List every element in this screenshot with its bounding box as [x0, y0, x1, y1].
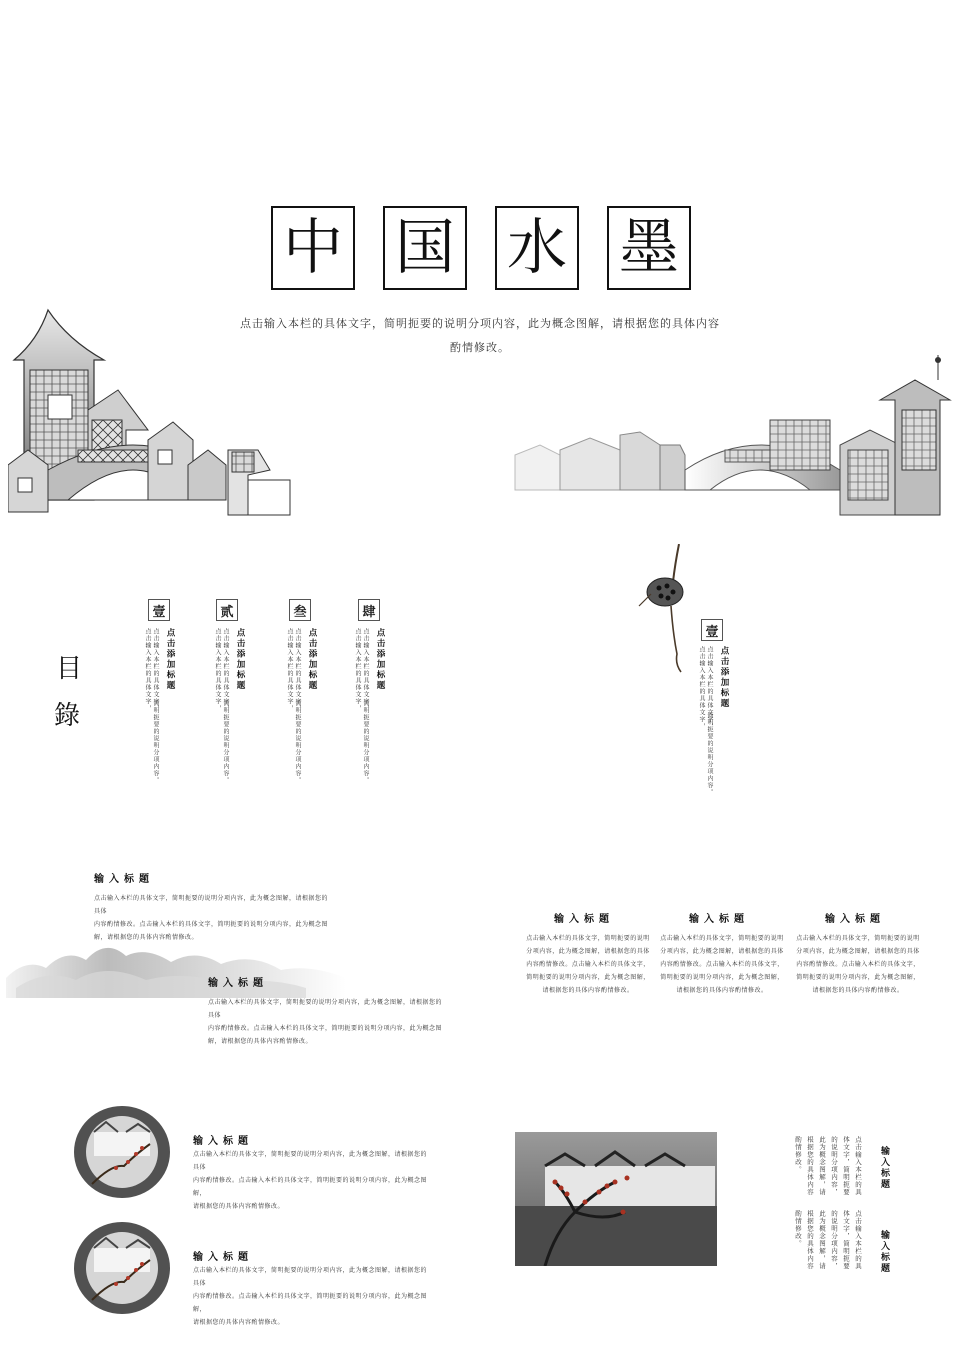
- title-char: 国: [395, 213, 455, 283]
- toc-number: 贰: [216, 599, 238, 621]
- text-line: 点击输入本栏的具体文字，简明扼要的说明分项内容，此为概念图解，请根据您的具体: [94, 895, 329, 915]
- left-architecture-illustration: [8, 300, 298, 520]
- block-text: [208, 996, 448, 1048]
- toc-item-text: 点击输入本栏的具体文字，: [286, 628, 293, 712]
- section-slide: [490, 540, 960, 800]
- text-line: 请根据您的具体内容酌情修改。: [542, 987, 634, 994]
- column-title: 输入标题: [825, 914, 885, 925]
- toc-item-text: 点击输入本栏的具体文字，: [294, 628, 301, 712]
- toc-item-title: 点击添加标题: [307, 628, 317, 691]
- text-line: 内容酌情修改。点击输入本栏的具体文字，简明扼要的说明分项内容，此为概念图: [94, 921, 329, 928]
- title-char-box: [607, 206, 691, 290]
- section-text: 点击输入本栏的具体文字，: [698, 646, 705, 730]
- item-title: 输入标题: [193, 1136, 253, 1147]
- column-title: 输入标题: [689, 914, 749, 925]
- title-char-box: [495, 206, 579, 290]
- title-char-box: [271, 206, 355, 290]
- toc-item-text: 简明扼要的说明分项内容。: [152, 700, 159, 784]
- three-column-slide: [490, 850, 960, 1050]
- vertical-title: 输入标题: [879, 1146, 889, 1190]
- block-title: 输入标题: [208, 978, 268, 989]
- text-line: 请根据您的具体内容酌情修改。: [676, 987, 768, 994]
- column-text: [526, 932, 650, 997]
- toc-item-text: 简明扼要的说明分项内容。: [362, 700, 369, 784]
- text-line: 内容酌情修改。点击输入本栏的具体文字，简明扼要的说明分项内容，此为概念图解，: [193, 1177, 428, 1197]
- text-line: 内容酌情修改。点击输入本栏的具体文字，: [526, 961, 650, 968]
- toc-number: 壹: [148, 599, 170, 621]
- item-title: 输入标题: [193, 1252, 253, 1263]
- text-line: 点击输入本栏的具体文字，简明扼要的说明: [660, 935, 784, 942]
- title-char: 中: [283, 213, 343, 283]
- column-title: 输入标题: [554, 914, 614, 925]
- text-line: 内容酌情修改。点击输入本栏的具体文字，: [660, 961, 784, 968]
- mountain-slide: [0, 850, 480, 1050]
- text-line: 点击输入本栏的具体文字，简明扼要的说明: [526, 935, 650, 942]
- vertical-text: 点击输入本栏的具体文字，简明扼要的说明分项内容，此为概念图解，请根据您的具体内容酌情修改。: [794, 1136, 862, 1196]
- text-line: 请根据您的具体内容酌情修改。: [812, 987, 904, 994]
- section-text: 点击输入本栏的具体文字，: [706, 646, 713, 730]
- toc-item-text: 简明扼要的说明分项内容。: [222, 700, 229, 784]
- ink-circle-painting: [72, 1220, 172, 1316]
- toc-item-text: 点击输入本栏的具体文字，: [354, 628, 361, 712]
- title-char: 墨: [619, 213, 679, 283]
- toc-item-text: 点击输入本栏的具体文字，: [152, 628, 159, 712]
- toc-item-title: 点击添加标题: [375, 628, 385, 691]
- text-line: 解，请根据您的具体内容酌情修改。: [208, 1038, 313, 1045]
- text-line: 分项内容，此为概念图解，请根据您的具体: [796, 948, 920, 955]
- toc-number: 叁: [289, 599, 311, 621]
- right-architecture-illustration: [510, 350, 955, 520]
- toc-item-text: 简明扼要的说明分项内容。: [294, 700, 301, 784]
- section-number: 壹: [701, 619, 723, 641]
- text-line: 请根据您的具体内容酌情修改。: [193, 1203, 285, 1210]
- column-text: [660, 932, 784, 997]
- block-title: 输入标题: [94, 874, 154, 885]
- toc-item-text: 点击输入本栏的具体文字，: [362, 628, 369, 712]
- text-line: 点击输入本栏的具体文字，简明扼要的说明分项内容，此为概念图解，请根据您的具体: [193, 1267, 428, 1287]
- item-text: [193, 1264, 433, 1329]
- text-line: 内容酌情修改。点击输入本栏的具体文字，简明扼要的说明分项内容，此为概念图解，: [193, 1293, 428, 1313]
- toc-slide: [0, 540, 480, 800]
- title-char-box: [383, 206, 467, 290]
- vertical-title: 输入标题: [879, 1230, 889, 1274]
- text-line: 内容酌情修改。点击输入本栏的具体文字，: [796, 961, 920, 968]
- toc-item-title: 点击添加标题: [165, 628, 175, 691]
- lotus-seedpod-illustration: [635, 544, 695, 674]
- subtitle-line: 点击输入本栏的具体文字，简明扼要的说明分项内容，此为概念图解，请根据您的具体内容: [240, 317, 720, 330]
- text-line: 请根据您的具体内容酌情修改。: [193, 1319, 285, 1326]
- text-line: 简明扼要的说明分项内容，此为概念图解，: [796, 974, 920, 981]
- section-text: 简明扼要的说明分项内容。: [706, 712, 713, 796]
- vertical-text: 点击输入本栏的具体文字，简明扼要的说明分项内容，此为概念图解，请根据您的具体内容酌情修改。: [794, 1210, 862, 1270]
- text-line: 内容酌情修改。点击输入本栏的具体文字，简明扼要的说明分项内容，此为概念图: [208, 1025, 443, 1032]
- subtitle-line: 酌情修改。: [450, 341, 510, 354]
- text-line: 分项内容，此为概念图解，请根据您的具体: [526, 948, 650, 955]
- item-text: [193, 1148, 433, 1213]
- text-line: 简明扼要的说明分项内容，此为概念图解，: [660, 974, 784, 981]
- section-title: 点击添加标题: [719, 646, 729, 709]
- toc-heading-char: 錄: [54, 701, 81, 731]
- column-text: [796, 932, 920, 997]
- text-line: 点击输入本栏的具体文字，简明扼要的说明分项内容，此为概念图解，请根据您的具体: [193, 1151, 428, 1171]
- circle-slide: [0, 1090, 480, 1326]
- toc-heading-char: 目: [56, 654, 83, 684]
- text-line: 分项内容，此为概念图解，请根据您的具体: [660, 948, 784, 955]
- text-line: 点击输入本栏的具体文字，简明扼要的说明分项内容，此为概念图解，请根据您的具体: [208, 999, 443, 1019]
- text-line: 解，请根据您的具体内容酌情修改。: [94, 934, 199, 941]
- ink-mountain-illustration: [6, 918, 346, 998]
- text-line: 简明扼要的说明分项内容，此为概念图解，: [526, 974, 650, 981]
- toc-item-text: 点击输入本栏的具体文字，: [222, 628, 229, 712]
- toc-item-title: 点击添加标题: [235, 628, 245, 691]
- title-char: 水: [507, 213, 567, 283]
- plum-blossom-photo: [515, 1132, 717, 1266]
- photo-slide: [490, 1090, 960, 1320]
- toc-item-text: 点击输入本栏的具体文字，: [214, 628, 221, 712]
- cover-slide: [0, 0, 960, 530]
- toc-number: 肆: [358, 599, 380, 621]
- ink-circle-painting: [72, 1104, 172, 1200]
- toc-item-text: 点击输入本栏的具体文字，: [144, 628, 151, 712]
- text-line: 点击输入本栏的具体文字，简明扼要的说明: [796, 935, 920, 942]
